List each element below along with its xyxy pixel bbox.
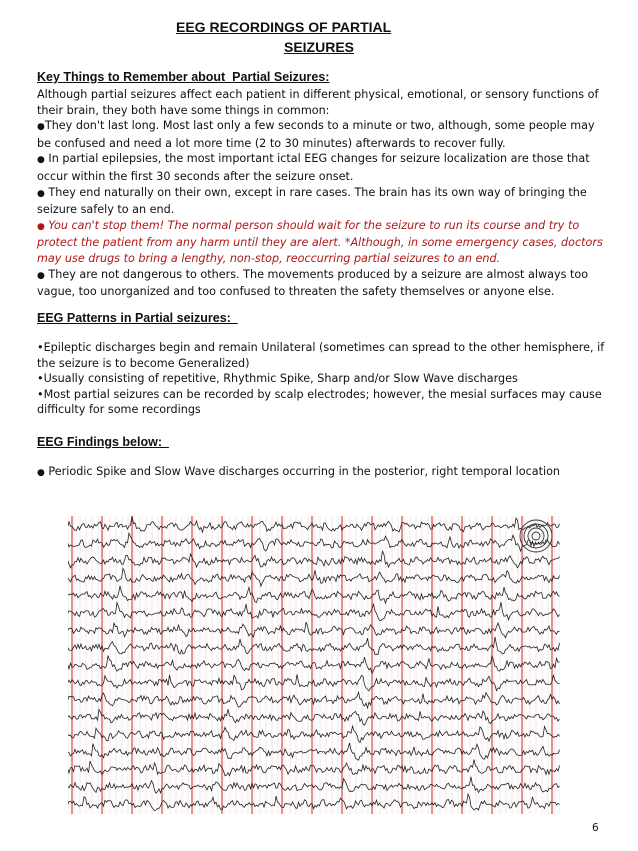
eeg-channel-trace: [68, 569, 560, 587]
eeg-channel-trace: [68, 692, 560, 708]
eeg-channel-trace: [68, 674, 560, 690]
eeg-channel-trace: [68, 777, 560, 794]
section-heading-eeg-findings: EEG Findings below:: [37, 435, 169, 449]
title-line-2: SEIZURES: [283, 39, 354, 55]
bullet-dot-icon: ●: [37, 188, 45, 199]
bullet-item: •Epileptic discharges begin and remain Unilateral (sometimes can spread to the other hemisphere, if the seizure is to become Generalized): [37, 341, 605, 370]
eeg-channel-trace: [68, 533, 560, 551]
section-eeg-patterns-body: [37, 340, 605, 418]
bullet-dot-icon: ●: [37, 155, 45, 166]
eeg-channel-trace: [68, 586, 560, 603]
bullet-dot-icon: ●: [37, 468, 45, 478]
eeg-channel-trace: [68, 655, 560, 673]
bullet-dot-icon: ●: [37, 221, 45, 232]
bullet-item: ● They are not dangerous to others. The movements produced by a seizure are almost always too vague, too unorganized and too confused to threaten the safety themselves or anyone else.: [37, 267, 589, 299]
bullet-item: •Most partial seizures can be recorded by scalp electrodes; however, the mesial surfaces may cause difficulty for some recordings: [37, 387, 602, 417]
page-number: 6: [592, 822, 599, 834]
eeg-channel-trace: [68, 709, 560, 725]
eeg-channel-trace: [68, 743, 560, 760]
bullet-item: ●They don't last long. Most last only a few seconds to a minute or two, although, some people may be confused and need a lot more time (2 to 30 minutes) afterwards to recover fully.: [37, 119, 595, 150]
bullet-item: ● In partial epilepsies, the most important ictal EEG changes for seizure localization are those that occur within the first 30 seconds after the seizure onset.: [37, 152, 590, 183]
bullet-dot-icon: ●: [37, 122, 45, 133]
eeg-channel-trace: [68, 637, 560, 655]
section-key-things-body: [37, 87, 605, 300]
section-heading-key-things: Key Things to Remember about Partial Seizures:: [37, 70, 330, 84]
eeg-channel-trace: [68, 794, 560, 811]
eeg-channel-trace: [68, 726, 560, 743]
bullet-item: •Usually consisting of repetitive, Rhythmic Spike, Sharp and/or Slow Wave discharges: [37, 372, 518, 386]
intro-paragraph: Although partial seizures affect each patient in different physical, emotional, or sensory functions of their brain, they both have some things in common:: [37, 88, 599, 117]
eeg-trace-figure: [68, 516, 560, 814]
eeg-channel-trace: [68, 602, 560, 621]
bullet-dot-icon: ●: [37, 270, 45, 281]
eeg-recording-image: [68, 516, 560, 814]
eeg-channel-trace: [68, 760, 560, 776]
section-heading-eeg-patterns: EEG Patterns in Partial seizures:: [37, 311, 238, 325]
eeg-channel-trace: [68, 551, 560, 568]
finding-paragraph: ● Periodic Spike and Slow Wave discharges occurring in the posterior, right temporal location: [37, 465, 561, 478]
bullet-item: ● They end naturally on their own, except in rare cases. The brain has its own way of bringing the seizure safely to an end.: [37, 185, 587, 217]
eeg-channel-trace: [68, 622, 560, 638]
bullet-item-highlight: ● You can't stop them! The normal person should wait for the seizure to run its course and try to protect the patient from any harm until they are alert. *Although, in some emergency cases, doctors may use drugs to bring a lengthy, non-stop, reoccurring partial seizures to an end.: [37, 218, 603, 265]
eeg-channel-trace: [68, 516, 560, 532]
title-line-1: EEG RECORDINGS OF PARTIAL: [176, 19, 392, 35]
